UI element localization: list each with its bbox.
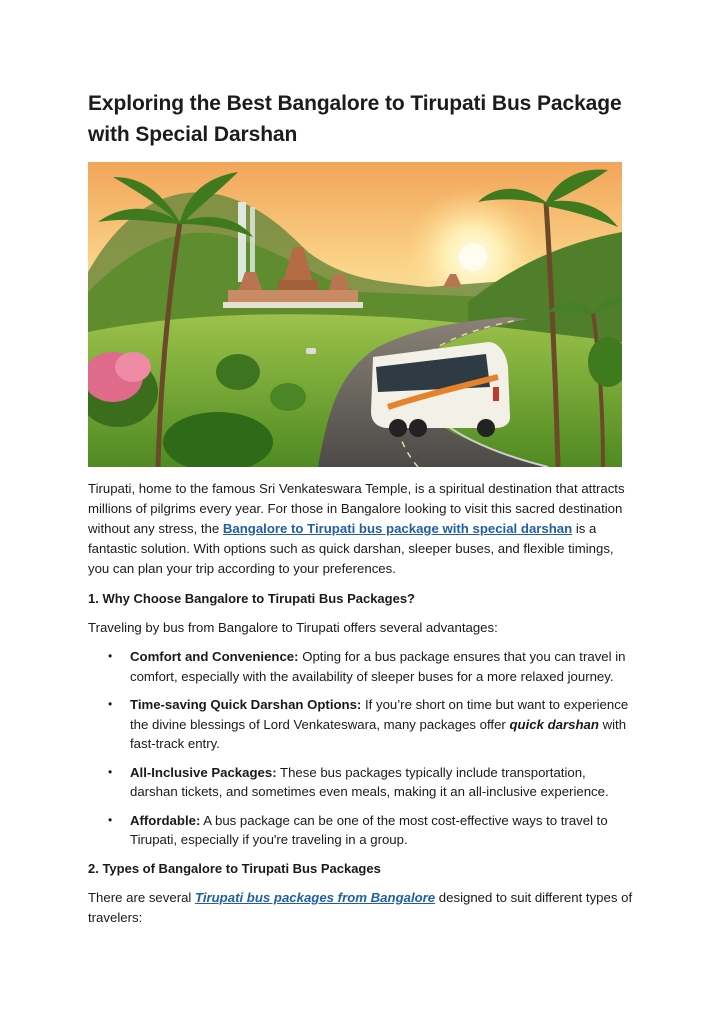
bus-packages-link[interactable]: Tirupati bus packages from Bangalore — [195, 889, 436, 905]
list-item-text-after: with fast-track entry. — [130, 716, 627, 751]
list-item-text: These bus packages typically include transportation, darshan tickets, and sometimes even meals, making it an all-inclusive experience. — [130, 764, 609, 799]
bullet-icon: • — [108, 649, 113, 663]
list-item — [108, 647, 633, 686]
intro-text: Tirupati, home to the famous Sri Venkateswara Temple, is a spiritual destination that attracts millions of pilgrims every year. For those in Bangalore looking to visit this sacred destination without any stress, the — [88, 481, 625, 536]
list-item-text: Opting for a bus package ensures that you can travel in comfort, especially with the availability of sleeper buses for a more relaxed journey. — [130, 649, 626, 684]
article — [88, 88, 633, 928]
list-item-title: Comfort and Convenience: — [130, 649, 299, 664]
list-item-title: Time-saving Quick Darshan Options: — [130, 697, 362, 712]
page-title: Exploring the Best Bangalore to Tirupati Bus Package with Special Darshan — [88, 92, 622, 146]
package-special-darshan-link[interactable]: Bangalore to Tirupati bus package with special darshan — [222, 521, 573, 536]
section2-text-continued: designed to suit different types of travelers: — [88, 889, 633, 925]
section2-text: There are several — [88, 889, 196, 905]
list-item-text: A bus package can be one of the most cost-effective ways to travel to Tirupati, especially if you're traveling in a group. — [130, 812, 608, 847]
section2-paragraph — [88, 888, 633, 928]
list-item-title: Affordable: — [130, 812, 201, 828]
landscape-temple-bus-illustration-icon — [88, 162, 622, 467]
section-lead: Traveling by bus from Bangalore to Tirupati offers several advantages: — [88, 620, 498, 635]
list-item-text: If you’re short on time but want to experience the divine blessings of Lord Venkateswara, many packages offer — [130, 697, 629, 732]
list-item — [108, 695, 633, 754]
section-heading-types: 2. Types of Bangalore to Tirupati Bus Packages — [88, 860, 381, 876]
intro-paragraph — [88, 479, 633, 579]
section-heading-why-choose: 1. Why Choose Bangalore to Tirupati Bus Packages? — [88, 591, 415, 606]
advantages-list — [88, 647, 633, 850]
list-item — [108, 763, 633, 802]
bullet-icon: • — [108, 812, 113, 827]
list-item-emphasis: quick darshan — [509, 716, 599, 732]
bullet-icon: • — [108, 697, 113, 711]
intro-text-continued: is a fantastic solution. With options such as quick darshan, sleeper buses, and flexible timings, you can plan your trip according to your preferences. — [88, 521, 614, 576]
list-item-title: All-Inclusive Packages: — [130, 764, 277, 780]
list-item — [108, 811, 633, 850]
bullet-icon: • — [108, 764, 113, 779]
